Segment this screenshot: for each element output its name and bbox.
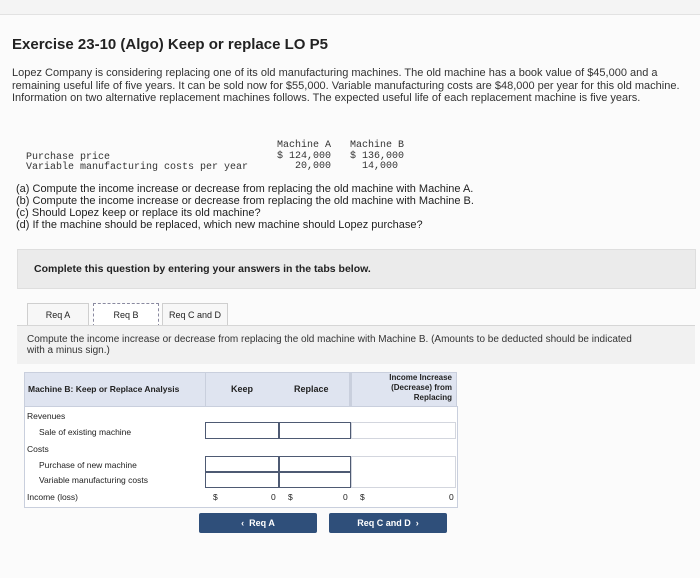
question-list xyxy=(16,183,474,231)
purchase-price-b: $ 136,000 xyxy=(350,151,405,162)
replace-label: Replace xyxy=(294,384,329,394)
exercise-intro: Lopez Company is considering replacing one of its old manufacturing machines. The old machine has a book value of $45,000 and a remaining useful life of five years. It can be sold now for $55,000. Variable manufacturing costs are $48,000 per year for this old machine. Information on two alternative replacement machines follows. The expected useful life of each replacement machine is five years. xyxy=(12,67,680,104)
analysis-title-header xyxy=(24,372,206,407)
next-button-label: Req C and D xyxy=(357,518,411,528)
purchase-new-label: Purchase of new machine xyxy=(39,460,137,470)
chevron-right-icon: › xyxy=(410,518,419,528)
keep-sale-existing-input[interactable] xyxy=(205,422,279,439)
analysis-title: Machine B: Keep or Replace Analysis xyxy=(28,384,180,394)
tab-req-b[interactable]: Req B xyxy=(93,303,159,327)
keep-total: 0 xyxy=(271,492,276,502)
replace-purchase-new-input[interactable] xyxy=(279,456,351,472)
income-total: 0 xyxy=(449,492,454,502)
prev-button-label: Req A xyxy=(249,518,275,528)
col-machine-a-header: Machine A xyxy=(277,140,332,151)
question-c: (c) Should Lopez keep or replace its old machine? xyxy=(16,207,261,219)
income-column-header xyxy=(351,372,457,407)
next-req-c-and-d-button[interactable] xyxy=(329,513,447,533)
income-sale-existing-cell xyxy=(351,422,456,439)
income-costs-cell xyxy=(351,456,456,488)
prev-req-a-button[interactable] xyxy=(199,513,317,533)
variable-costs-b: 14,000 xyxy=(362,161,399,172)
top-bar xyxy=(0,0,700,15)
variable-costs-row-label: Variable manufacturing costs xyxy=(39,475,148,485)
income-loss-label: Income (loss) xyxy=(27,492,79,502)
question-b: (b) Compute the income increase or decrease from replacing the old machine with Machine B. xyxy=(16,195,474,207)
keep-purchase-new-input[interactable] xyxy=(205,456,279,472)
variable-costs-a: 20,000 xyxy=(295,161,332,172)
income-currency: $ xyxy=(360,492,365,502)
tab-req-a[interactable]: Req A xyxy=(27,303,89,327)
replace-total: 0 xyxy=(343,492,348,502)
keep-label: Keep xyxy=(231,384,254,394)
replace-currency: $ xyxy=(288,492,293,502)
costs-label: Costs xyxy=(27,444,49,454)
question-d: (d) If the machine should be replaced, which new machine should Lopez purchase? xyxy=(16,219,423,231)
replace-column-header xyxy=(279,372,350,407)
keep-currency: $ xyxy=(213,492,218,502)
purchase-price-label: Purchase price xyxy=(26,152,111,163)
income-label: Income Increase (Decrease) from Replacing xyxy=(389,373,452,402)
sale-existing-label: Sale of existing machine xyxy=(39,427,132,437)
replace-sale-existing-input[interactable] xyxy=(279,422,351,439)
purchase-price-a: $ 124,000 xyxy=(277,151,332,162)
tab-instructions: Compute the income increase or decrease from replacing the old machine with Machine B. (Amounts to be deducted should be indicated with a minus sign.) xyxy=(27,334,632,356)
chevron-left-icon: ‹ xyxy=(241,518,250,528)
revenues-label: Revenues xyxy=(27,411,66,421)
replace-variable-costs-input[interactable] xyxy=(279,472,351,488)
variable-costs-label: Variable manufacturing costs per year xyxy=(26,162,249,173)
banner-text: Complete this question by entering your answers in the tabs below. xyxy=(34,263,371,275)
exercise-title: Exercise 23-10 (Algo) Keep or replace LO P5 xyxy=(12,36,328,53)
col-machine-b-header: Machine B xyxy=(350,140,405,151)
question-a: (a) Compute the income increase or decrease from replacing the old machine with Machine A. xyxy=(16,183,474,195)
keep-variable-costs-input[interactable] xyxy=(205,472,279,488)
instructions-banner xyxy=(17,249,696,289)
tab-req-c-and-d[interactable]: Req C and D xyxy=(162,303,228,327)
